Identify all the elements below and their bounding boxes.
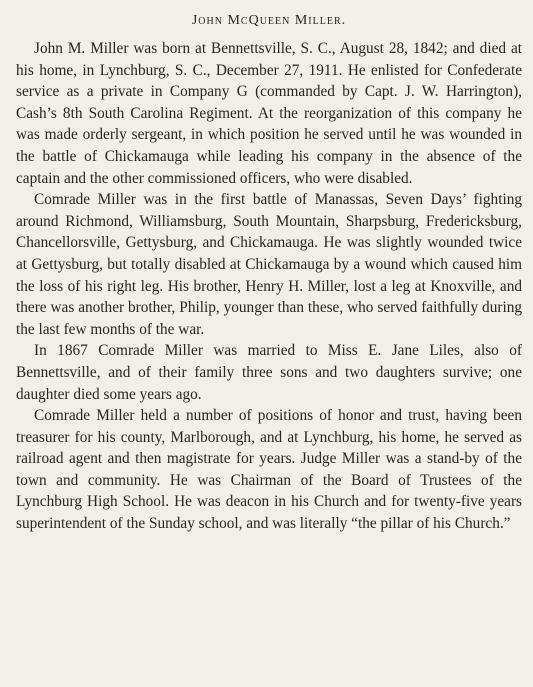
paragraph-family: In 1867 Comrade Miller was married to Miss E. Jane Liles, also of Bennettsville, and of their family three sons and two daughters survive; one daughter died some years ago. <box>16 342 522 403</box>
paragraph-battles: Comrade Miller was in the first battle of Manassas, Seven Days’ fighting around Richmond, Williamsburg, South Mountain, Sharpsburg, Fredericksburg, Chancellorsville, Gettysburg, and Chickamauga. He was slightly wounded twice at Gettysburg, but totally disabled at Chickamauga by a wound which caused him the loss of his right leg. His brother, Henry H. Miller, lost a leg at Knoxville, and there was another brother, Philip, younger than these, who served faithfully during the last few months of the war. <box>16 191 522 338</box>
article-title: John McQueen Miller. <box>191 13 347 28</box>
document-page <box>16 12 522 535</box>
paragraph-public-service: Comrade Miller held a number of positions of honor and trust, having been treasurer for his county, Marlborough, and at Lynchburg, his home, he served as railroad agent and then magistrate for years. Judge Miller was a stand-by of the town and community. He was Chairman of the Board of Trustees of the Lynchburg High School. He was deacon in his Church and for twenty-five years superintendent of the Sunday school, and was literally “the pillar of his Church.” <box>16 407 522 533</box>
paragraph-biography: John M. Miller was born at Bennettsville, S. C., August 28, 1842; and died at his home, in Lynchburg, S. C., December 27, 1911. He enlisted for Confederate service as a private in Company G (commanded by Capt. J. W. Harrington), Cash’s 8th South Carolina Regiment. At the reorganization of this company he was made orderly sergeant, in which position he served until he was wounded in the battle of Chickamauga while leading his company in the absence of the captain and the other commissioned officers, who were disabled. <box>16 40 522 187</box>
